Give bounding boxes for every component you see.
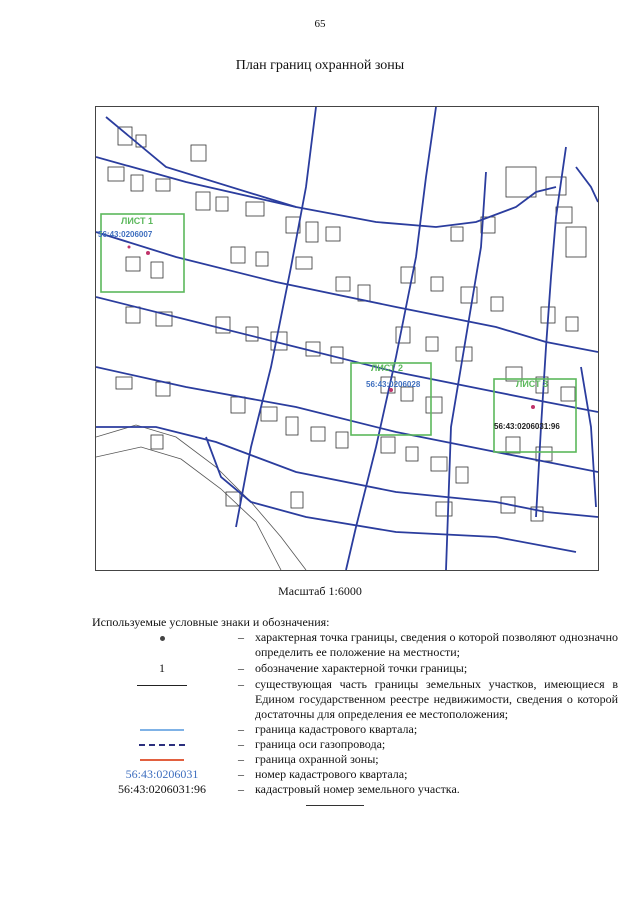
legend-text: граница кадастрового квартала; — [255, 722, 418, 736]
legend-dash: – — [238, 752, 244, 766]
legend-symbol-point-number: 1 — [159, 661, 165, 675]
legend-text: кадастровый номер земельного участка. — [255, 782, 460, 796]
page-number: 65 — [314, 18, 326, 30]
sheet-2-label: ЛИСТ 2 — [371, 363, 404, 373]
point-marker — [128, 246, 131, 249]
sheet-3-parcel-number: 56:43:0206031:96 — [494, 422, 560, 431]
legend-dash: – — [238, 661, 244, 675]
sheet-3-label: ЛИСТ 3 — [516, 379, 549, 389]
point-marker — [531, 405, 535, 409]
legend-symbol-parcel-number: 56:43:0206031:96 — [117, 782, 206, 796]
legend-text: граница охранной зоны; — [255, 752, 379, 766]
sheet-frames — [101, 214, 576, 452]
sheet-points — [128, 246, 536, 410]
closing-rule — [306, 805, 364, 806]
boundary-map — [95, 106, 599, 571]
quarter-boundaries — [96, 107, 598, 570]
point-marker — [146, 251, 150, 255]
legend-text: характерная точка границы, сведения о которой позволяют однозначно определить ее положение на местности; — [255, 630, 618, 659]
legend-text: существующая часть границы земельных участков, имеющиеся в Едином государственном реестре недвижимости, сведения о которой достаточны для определения ее местоположения; — [255, 677, 618, 721]
river-bank-lines — [96, 425, 306, 570]
legend-dash: – — [238, 767, 244, 781]
legend-title: Используемые условные знаки и обозначения: — [92, 615, 330, 629]
legend-symbol-quarter-code: 56:43:0206031 — [125, 767, 199, 781]
dot-icon — [160, 636, 165, 641]
legend-text: граница оси газопровода; — [255, 737, 386, 751]
black-line-symbol — [137, 685, 187, 686]
red-line-symbol — [140, 759, 184, 761]
legend-dash: – — [238, 782, 244, 796]
legend-text: номер кадастрового квартала; — [255, 767, 408, 781]
legend-dash: – — [238, 677, 244, 691]
legend-dash: – — [238, 737, 244, 751]
dashed-line-symbol — [139, 744, 185, 746]
map-canvas — [96, 107, 598, 570]
building-outlines — [108, 127, 586, 521]
legend-dash: – — [238, 722, 244, 736]
scale-label: Масштаб 1:6000 — [278, 584, 362, 598]
sheet-1-label: ЛИСТ 1 — [121, 216, 154, 226]
legend-dash: – — [238, 630, 244, 644]
blue-line-symbol — [140, 729, 184, 731]
sheet-1-quarter-code: 56:43:0206007 — [98, 230, 153, 239]
sheet-2-quarter-code: 56:43:0206028 — [366, 380, 421, 389]
legend-text: обозначение характерной точки границы; — [255, 661, 468, 675]
page-title: План границ охранной зоны — [235, 58, 405, 73]
